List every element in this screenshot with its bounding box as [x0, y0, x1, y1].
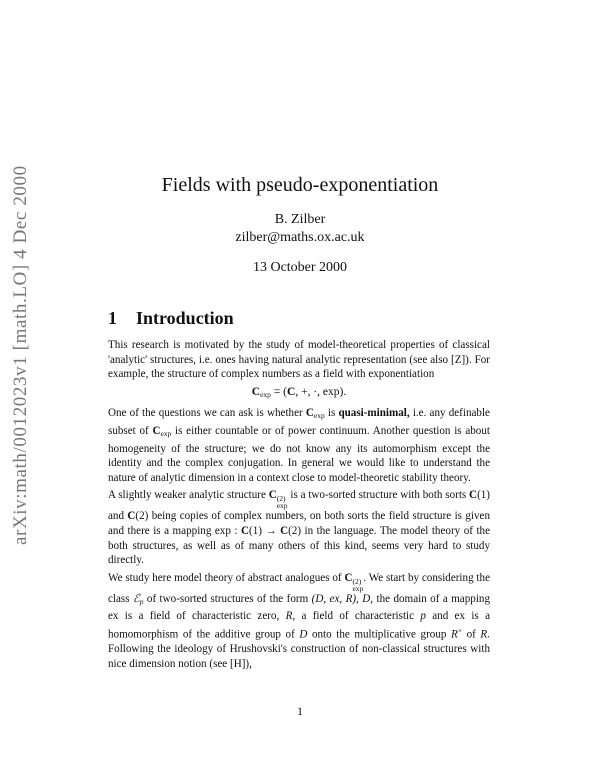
p4-text-10: Following the ideology of Hrushovski's construction of non-classical structures with nice dimension notion (see [H]), [108, 643, 490, 670]
p4-class-subscript: p [139, 596, 144, 606]
p2-text-2: is [324, 407, 339, 420]
p4-text-2: . We start by considering the class [108, 571, 490, 605]
p4-superscript: (2) [352, 576, 362, 586]
p2-bold-term: quasi-minimal, [338, 407, 410, 420]
eq-rhs-open: = ( [270, 385, 288, 398]
paragraph-3 [108, 488, 490, 567]
p4-rx-sup: × [457, 625, 463, 635]
p4-text-3: of two-sorted structures of the form [143, 592, 312, 605]
p4-r: R, [285, 610, 296, 623]
author-name: B. Zilber [274, 212, 326, 227]
p4-supsub [352, 578, 363, 592]
paragraph-2 [108, 406, 490, 485]
p3-symbol: C [268, 489, 277, 502]
p2-text-3: i.e. any definable subset of [108, 407, 490, 437]
section-number: 1 [108, 308, 117, 328]
paragraph-4 [108, 571, 490, 672]
p3-text-2: is a two-sorted structure with both sorts [287, 489, 470, 502]
p4-subscript: exp [352, 583, 364, 593]
p3-supsub [277, 495, 288, 509]
paper-date: 13 October 2000 [252, 260, 348, 275]
p3-text-1: A slightly weaker analytic structure [108, 489, 269, 502]
eq-rhs-symbol: C [287, 385, 296, 398]
p4-text-6: a field of characteristic [295, 610, 421, 623]
p4-d: D, [362, 592, 374, 605]
p2-text-1: One of the questions we can ask is whether [108, 407, 306, 420]
display-equation [108, 385, 490, 403]
p3-c3: C [241, 524, 250, 537]
p4-text-1: We study here model theory of abstract analogues of [108, 571, 345, 584]
p4-text-5: the domain of a mapping ex is a field of characteristic zero, [108, 592, 491, 623]
section-title: Introduction [136, 308, 234, 328]
p4-d2: D [299, 628, 308, 641]
p4-text-9: of [462, 628, 481, 641]
paragraph-1 [108, 338, 490, 382]
p3-c4: C [280, 524, 289, 537]
p4-tuple: (D, ex, R), [311, 592, 359, 605]
p3-c1: C [469, 489, 478, 502]
p2-subscript-2: exp [160, 428, 172, 438]
p4-class-symbol: ℰ [133, 592, 140, 605]
p4-rx: R [451, 628, 458, 641]
paragraph-1-text: This research is motivated by the study of model-theoretical properties of classical 'analytic' structures, i.e. ones having natural analytic representation (see also [Z]). For example, the structure of complex numbers as a field with exponentiation [108, 339, 490, 381]
p2-text-4: is either countable or of power continuum. Another question is about homogeneity of the structure; we do not know any its automorphism except the identity and the complex conjugation. In general we would like to understand the nature of analytic dimension in a context close to model-theoretic stability theory. [108, 424, 490, 484]
p3-text-5: (1) → [249, 524, 281, 537]
p3-c2: C [127, 510, 136, 523]
eq-lhs-symbol: C [251, 385, 261, 398]
page-number: 1 [297, 704, 303, 718]
p3-text-4: (2) being copies of complex numbers, on both sorts the field structure is given and there is a mapping exp : [108, 510, 490, 537]
p2-symbol-2: C [152, 424, 161, 437]
author-email: zilber@maths.ox.ac.uk [235, 230, 365, 245]
p3-subscript: exp [276, 501, 288, 511]
arxiv-identifier-stamp: arXiv:math/0012023v1 [math.LO] 4 Dec 2000 [10, 165, 31, 545]
p3-text-3: (1) and [108, 489, 490, 523]
paper-title: Fields with pseudo-exponentiation [161, 174, 439, 196]
p4-text-8: onto the multiplicative group [307, 628, 452, 641]
eq-rhs-rest: , +, ·, exp). [295, 385, 347, 398]
p3-text-6: (2) in the language. The model theory of the both structures, as well as of many others of this kind, seems very hard to study directly. [108, 524, 490, 567]
p2-symbol: C [305, 407, 314, 420]
p4-r2: R. [480, 628, 490, 641]
eq-lhs-subscript: exp [260, 389, 271, 399]
p4-text-7: and ex is a homomorphism of the additive group of [108, 610, 490, 641]
body-text [108, 338, 490, 674]
p3-superscript: (2) [276, 494, 286, 504]
p2-subscript: exp [313, 411, 325, 421]
p4-p: p [420, 610, 426, 623]
p4-symbol: C [344, 571, 353, 584]
section-heading [108, 308, 234, 329]
